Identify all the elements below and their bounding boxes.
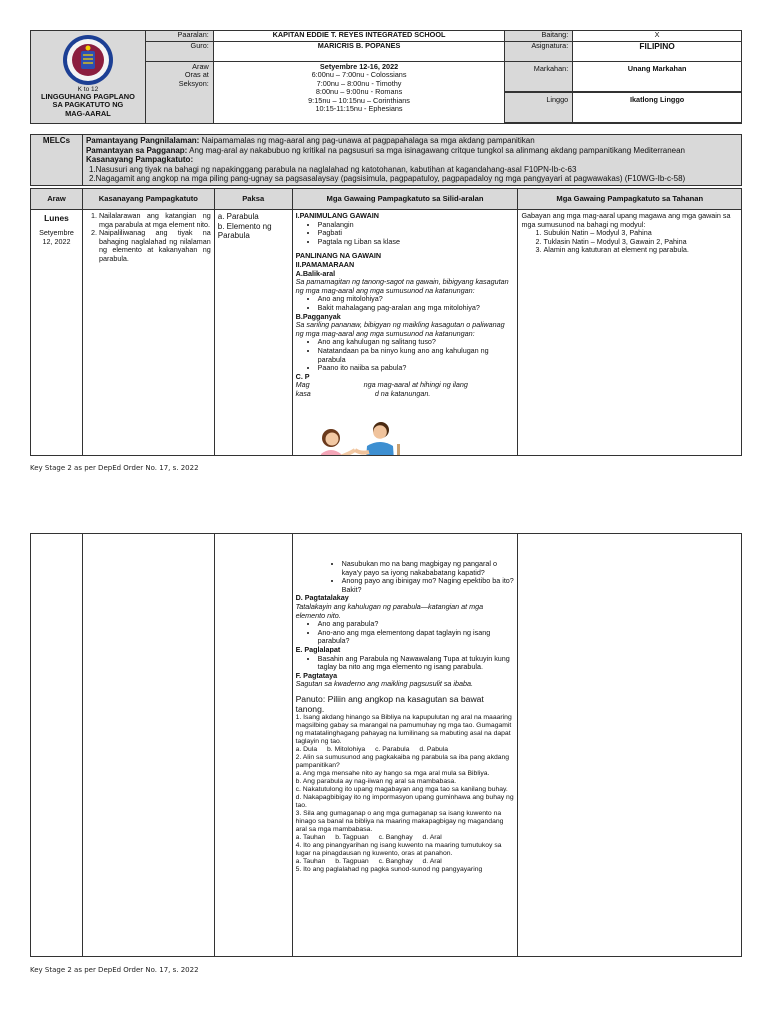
baitang-label: Baitang: (505, 31, 573, 42)
asignatura-value: FILIPINO (573, 42, 742, 62)
panuto: Panuto: Piliin ang angkop na kasagutan sa bawat tanong. (295, 693, 484, 714)
section-text: kasa (295, 388, 311, 398)
option: d. Nakapagbibigay ito ng impormasyon upang guminhawa ang buhay ng tao. (295, 793, 514, 809)
pangnilalaman-text: Naipamamalas ng mag-aaral ang pag-unawa at pagpapahalaga sa mga akdang pampanitikan (201, 136, 535, 145)
section-title: F. Pagtataya (295, 670, 338, 680)
option: a. Ang mga mensahe nito ay hango sa mga aral mula sa Bibliya. (295, 769, 490, 777)
list-item: 2. Naipaliliwanag ang tiyak na bahaging naglalahad ng nilalaman ng elemento at kakanyahan ng parabula. (99, 229, 211, 263)
option: b. Mitolohiya (327, 745, 366, 753)
list-item: 1. Subukin Natin – Modyul 3, Pahina (543, 229, 738, 238)
oras-label: Oras at (184, 70, 209, 80)
guro-label: Guro: (145, 42, 213, 62)
schedule-line: 10:15-11:15nu - Ephesians (315, 104, 403, 114)
araw-label: Araw (192, 62, 209, 71)
option: a. Tauhan (295, 833, 326, 841)
section-title: B.Pagganyak (295, 311, 341, 321)
question: 3. Sila ang gumaganap o ang mga gumaganap sa isang kuwento na hinago sa banal na bibliya na maaring makapagbigay ng magandang aral sa mga mambabasa. (295, 809, 504, 833)
option: a. Tauhan (295, 857, 326, 865)
list-item: • Panalangin (318, 221, 515, 230)
silid-cell (292, 210, 518, 456)
paksa-line: a. Parabula (217, 212, 259, 221)
logo-cell (31, 31, 146, 124)
seksyon-label: Seksyon: (178, 78, 209, 88)
option: a. Dula (295, 745, 318, 753)
option: c. Banghay (378, 833, 413, 841)
kasanayan-cell (82, 210, 214, 456)
day-cell (31, 210, 83, 456)
day-cell-empty (31, 534, 83, 957)
lesson-table-continued (30, 533, 742, 957)
section-text: Sa pamamagitan ng tanong-sagot na gawain, bibigyang kasagutan ng mga mag-aaral ang mga sumusunod na katanungan: (295, 277, 509, 295)
markahan-value: Unang Markahan (573, 62, 742, 92)
question: 4. Ito ang pinangyarihan ng isang kuwento na maaring tumutukoy sa lugar na pinagdausan ng kuwento, oras at panahon. (295, 841, 502, 857)
guro-value: MARICRIS B. POPANES (213, 42, 505, 62)
section-text: Mag (295, 380, 310, 390)
pangnilalaman-label: Pamantayang Pangnilalaman: (85, 136, 200, 145)
silid-cell-continued (292, 534, 518, 957)
kasanayan-cell-empty (82, 534, 214, 957)
section-text: d na katanungan. (374, 388, 431, 398)
question: 2. Alin sa sumusunod ang pagkakaiba ng parabula sa iba pang akdang pampanitikan? (295, 753, 510, 769)
page-footer: Key Stage 2 as per DepEd Order No. 17, s. 2022 (30, 464, 199, 472)
section-title: I.PANIMULANG GAWAIN (295, 211, 379, 220)
list-item: • Natatandaan pa ba ninyo kung ano ang kahulugan ng parabula (318, 347, 515, 364)
list-item: • Ano ang parabula? (318, 620, 515, 629)
melcs-content (82, 135, 741, 186)
option: c. Parabula (375, 745, 410, 753)
option: d. Aral (422, 857, 442, 865)
option: d. Aral (422, 833, 442, 841)
pagganap-label: Pamantayan sa Pagganap: (85, 145, 188, 155)
option: d. Pabula (419, 745, 449, 753)
markahan-label: Markahan: (505, 62, 573, 92)
people-talking-illustration (313, 414, 413, 456)
list-item: 3. Alamin ang katuturan at element ng parabula. (543, 246, 738, 255)
day-name: Lunes (44, 213, 69, 223)
col-silid: Mga Gawaing Pampagkatuto sa Silid-aralan (292, 189, 518, 210)
list-item: • Paano ito naiiba sa pabula? (318, 364, 515, 373)
deped-seal-logo (62, 34, 114, 86)
col-paksa: Paksa (214, 189, 292, 210)
option: b. Tagpuan (335, 857, 369, 865)
list-item: • Ano ang kahulugan ng salitang tuso? (318, 338, 515, 347)
tahanan-cell-empty (518, 534, 742, 957)
logo-label: K to 12 (77, 86, 99, 93)
list-item: • Pagtala ng Liban sa klase (318, 238, 515, 247)
schedule-line: 9:15nu – 10:15nu – Corinthians (308, 95, 410, 105)
section-text: Sa sariling pananaw, bibigyan ng maikling kasagutan o paliwanag ng mga mag-aaral ang mga sumusunod na katanungan: (295, 320, 505, 338)
paksa-line: b. Elemento ng (217, 221, 272, 231)
paksa-cell-empty (214, 534, 292, 957)
baitang-value: X (573, 31, 742, 42)
question-options (296, 834, 515, 842)
lesson-table (30, 188, 742, 456)
paaralan-value: KAPITAN EDDIE T. REYES INTEGRATED SCHOOL (213, 31, 505, 42)
plan-title-line: MAG-AARAL (65, 108, 111, 118)
melcs-table (30, 134, 742, 186)
question-options (296, 746, 515, 754)
section-title: PANLINANG NA GAWAIN (295, 251, 382, 261)
list-item: 2. Tuklasin Natin – Modyul 3, Gawain 2, Pahina (543, 238, 738, 247)
list-item: 1. Nailalarawan ang katangian ng mga parabula at mga element nito. (99, 212, 211, 229)
section-title: A.Balik-aral (295, 268, 336, 278)
list-item: • Ano-ano ang mga elementong dapat taglayin ng isang parabula? (318, 629, 515, 646)
kasanayan-item: 2.Nagagamit ang angkop na mga piling pang-ugnay sa pagsasalaysay (pagsisimula, pagpapatuloy, pagpapadaloy ng mga pangyayari at pagwawakas) (F10WG-Ib-c-58) (88, 174, 686, 184)
section-title: E. Paglalapat (295, 644, 341, 654)
question: 5. Ito ang paglalahad ng pagka sunod-sunod ng pangyayaring (295, 865, 483, 873)
kasanayan-label: Kasanayang Pampagkatuto: (85, 155, 194, 165)
section-title: D. Pagtatalakay (295, 593, 349, 603)
section-text: nga mag-aaral at hihingi ng ilang (363, 380, 468, 390)
question-options (296, 858, 515, 866)
linggo-label: Linggo (505, 93, 573, 123)
paaralan-label: Paaralan: (145, 31, 213, 42)
list-item: • Pagbati (318, 229, 515, 238)
col-araw: Araw (31, 189, 83, 210)
list-item: • Nasubukan mo na bang magbigay ng pangaral o kaya'y payo sa iyong nakababatang kapatid? (342, 560, 515, 577)
melcs-label: MELCs (31, 135, 83, 186)
option: c. Banghay (378, 857, 413, 865)
day-date: Setyembre (39, 228, 74, 237)
question: 1. Isang akdang hinango sa Bibliya na kapupulutan ng aral na maaaring magsilbing gabay sa marangal na pamumuhay ng mga tao. Gumagamit ng matatalinghagang pahayag na lumilinang sa mabuting asal na dapat taglayin ng tao. (295, 713, 512, 745)
col-kasanayan: Kasanayang Pampagkatuto (82, 189, 214, 210)
asignatura-label: Asignatura: (505, 42, 573, 62)
col-tahanan: Mga Gawaing Pampagkatuto sa Tahanan (518, 189, 742, 210)
kasanayan-item: 1.Nasusuri ang tiyak na bahagi ng napakinggang parabula na naglalahad ng katotohanan, kabutihan at kagandahang-asal F10PN-Ib-c-63 (88, 164, 577, 174)
date-range: Setyembre 12-16, 2022 (319, 62, 399, 71)
plan-title-line: SA PAGKATUTO NG (52, 100, 124, 110)
schedule-cell (213, 62, 505, 124)
plan-title-line: LINGGUHANG PAGPLANO (40, 92, 135, 101)
pagganap-text: Ang mag-aral ay nakabubuo ng kritikal na pagsusuri sa mga isinagawang critque tungkol sa alinmang akdang pampanitikang Mediterranean (189, 145, 685, 155)
page-footer: Key Stage 2 as per DepEd Order No. 17, s. 2022 (30, 966, 199, 974)
header-table (30, 30, 742, 124)
list-item: • Ano ang mitolohiya? (318, 295, 515, 304)
tahanan-intro: Gabayan ang mga mag-aaral upang magawa ang mga gawain sa mga sumusunod na bahagi ng modyul: (521, 211, 731, 229)
schedule-line: 6:00nu – 7:00nu - Colossians (311, 70, 407, 80)
option: b. Tagpuan (335, 833, 369, 841)
option: c. Nakatutulong ito upang magabayan ang mga tao sa kanilang buhay. (295, 785, 508, 793)
araw-oras-label-cell (145, 62, 213, 124)
section-subtitle: II.PAMAMARAAN (295, 259, 355, 269)
list-item: • Bakit mahalagang pag-aralan ang mga mitolohiya? (318, 304, 515, 313)
schedule-line: 8:00nu – 9:00nu - Romans (315, 87, 403, 97)
day-date: 12, 2022 (42, 236, 71, 246)
list-item: • Anong payo ang ibinigay mo? Naging epektibo ba ito? Bakit? (342, 577, 515, 594)
option: b. Ang parabula ay nag-iiwan ng aral sa mambabasa. (295, 777, 457, 785)
list-item: • Basahin ang Parabula ng Nawawalang Tupa at tukuyin kung taglay ba nito ang mga elemento ng isang parabula. (318, 655, 515, 672)
section-title: C. P (295, 371, 310, 381)
paksa-line: Parabula (217, 231, 250, 241)
schedule-line: 7:00nu – 8:00nu - Timothy (316, 78, 402, 88)
section-text: Sagutan sa kwaderno ang maikling pagsusulit sa ibaba. (295, 679, 473, 689)
section-text: Tatalakayin ang kahulugan ng parabula—katangian at mga elemento nito. (295, 601, 484, 620)
tahanan-cell (518, 210, 742, 456)
linggo-value: Ikatlong Linggo (573, 93, 742, 123)
paksa-cell (214, 210, 292, 456)
